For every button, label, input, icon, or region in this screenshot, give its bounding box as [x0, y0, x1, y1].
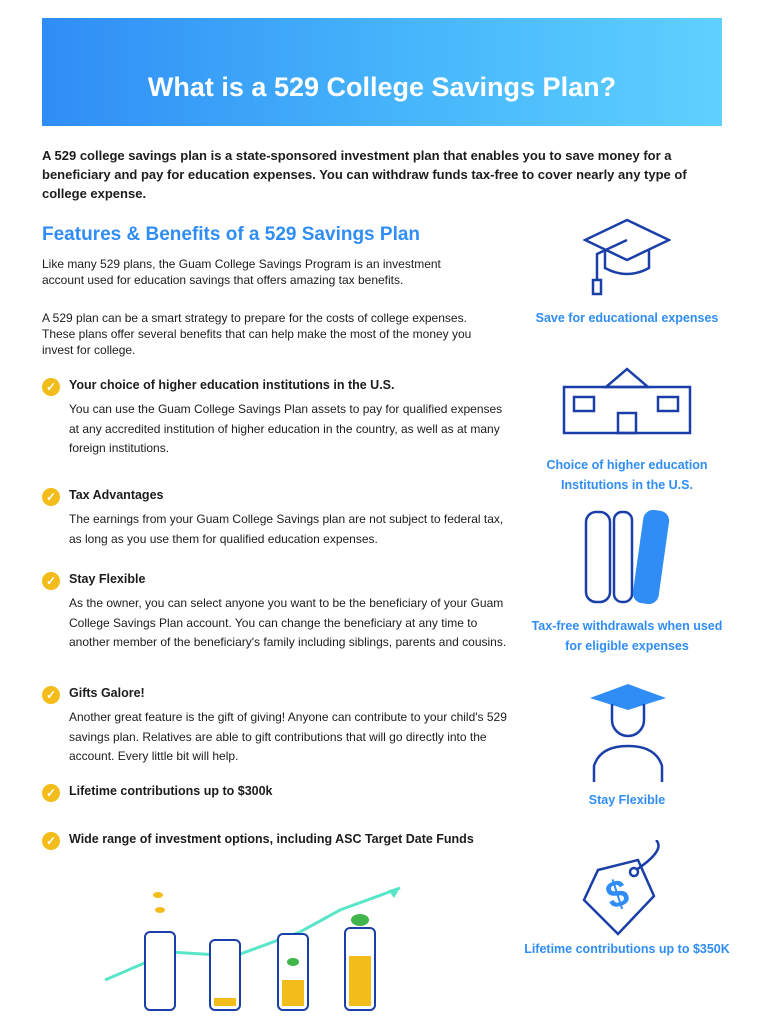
graduate-person-icon: [588, 682, 668, 784]
benefit-body: You can use the Guam College Savings Plan assets to pay for qualified expenses at any accredited institution of higher education in the country, as well as at many foreign institutions.: [69, 402, 503, 455]
intro-text: A 529 college savings plan is a state-sponsored investment plan that enables you to save money for a beneficiary and pay for education expenses. You can withdraw funds tax-free to cover nearly any type of college expense.: [42, 148, 687, 201]
benefit-title: Wide range of investment options, including ASC Target Date Funds: [69, 832, 474, 846]
check-icon: ✓: [42, 378, 60, 396]
caption-save: Save for educational expenses: [535, 311, 719, 325]
check-icon: ✓: [42, 572, 60, 590]
paragraph: A 529 plan can be a smart strategy to prepare for the costs of college expenses. These plans offer several benefits that can help make the most of the money you invest for college.: [42, 311, 472, 357]
benefit-title: Lifetime contributions up to $300k: [69, 784, 273, 798]
savings-jars-illustration: [100, 880, 420, 1020]
benefit-title: Your choice of higher education institutions in the U.S.: [69, 378, 395, 392]
books-icon: [582, 506, 674, 606]
title-banner: [42, 18, 722, 126]
check-icon: ✓: [42, 686, 60, 704]
benefit-body: The earnings from your Guam College Savings plan are not subject to federal tax, as long as you use them for qualified education expenses.: [69, 512, 504, 546]
check-icon: ✓: [42, 832, 60, 850]
graduation-cap-icon: [583, 216, 671, 300]
benefit-title: Gifts Galore!: [69, 686, 145, 700]
school-building-icon: [562, 365, 692, 437]
benefit-body: Another great feature is the gift of giving! Anyone can contribute to your child's 529 savings plan. Relatives are able to gift contributions that will go directly into the account. Every little bit will help.: [69, 710, 507, 763]
features-heading: Features & Benefits of a 529 Savings Plan: [42, 224, 421, 245]
svg-text:$: $: [600, 871, 634, 919]
check-icon: ✓: [42, 488, 60, 506]
check-icon: ✓: [42, 784, 60, 802]
price-tag-dollar-icon: [578, 840, 678, 940]
caption-lifetime: Lifetime contributions up to $350K: [524, 942, 730, 956]
benefit-title: Tax Advantages: [69, 488, 164, 502]
benefit-body: As the owner, you can select anyone you want to be the beneficiary of your Guam College Savings Plan account. You can change the beneficiary at any time to another member of the beneficiary's family including siblings, parents and cousins.: [69, 596, 507, 649]
caption-flexible: Stay Flexible: [588, 793, 666, 807]
caption-tax-free: Tax-free withdrawals when used for eligible expenses: [531, 619, 723, 653]
paragraph: Like many 529 plans, the Guam College Savings Program is an investment account used for education savings that offers amazing tax benefits.: [42, 257, 441, 287]
page-title: What is a 529 College Savings Plan?: [147, 72, 617, 102]
caption-choice: Choice of higher education Institutions in the U.S.: [546, 458, 708, 492]
benefit-title: Stay Flexible: [69, 572, 146, 586]
